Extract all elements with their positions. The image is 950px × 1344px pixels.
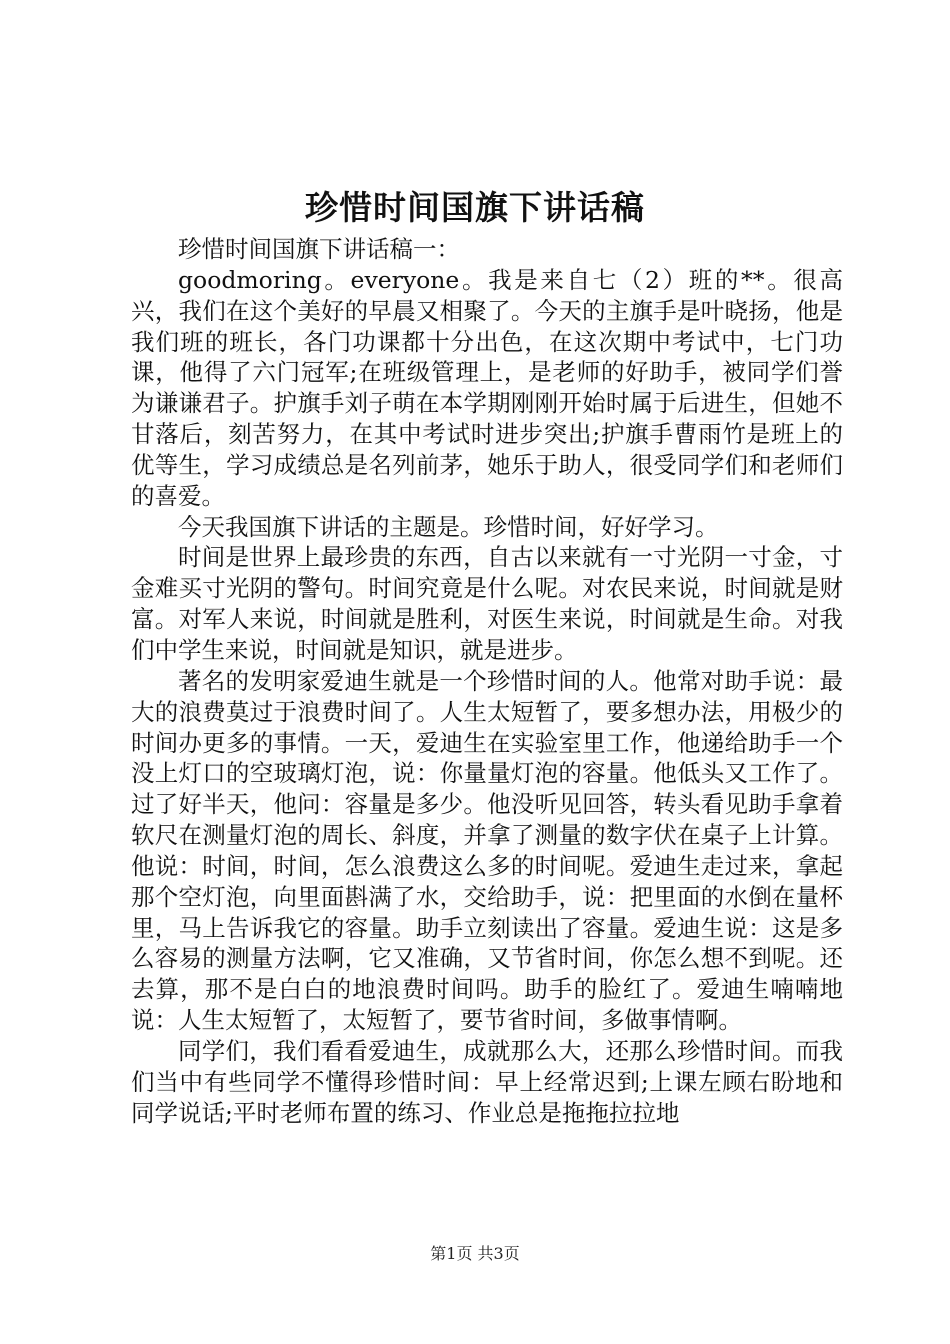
document-body [131, 234, 843, 1128]
paragraph: 今天我国旗下讲话的主题是。珍惜时间，好好学习。 [178, 512, 719, 541]
paragraph: goodmoring。everyone。我是来自七（2）班的**。很高兴，我们在这个美好的早晨又相聚了。今天的主旗手是叶晓扬，他是我们班的班长，各门功课都十分出色，在这次期中考试中，七门功课，他得了六门冠军;在班级管理上，是老师的好助手，被同学们誉为谦谦君子。护旗手刘子萌在本学期刚刚开始时属于后进生，但她不甘落后，刻苦努力，在其中考试时进步突出;护旗手曹雨竹是班上的优等生，学习成绩总是名列前茅，她乐于助人，很受同学们和老师们的喜爱。 [131, 265, 843, 510]
paragraph: 著名的发明家爱迪生就是一个珍惜时间的人。他常对助手说：最大的浪费莫过于浪费时间了。人生太短暂了，要多想办法，用极少的时间办更多的事情。一天，爱迪生在实验室里工作，他递给助手一个没上灯口的空玻璃灯泡，说：你量量灯泡的容量。他低头又工作了。过了好半天，他问：容量是多少。他没听见回答，转头看见助手拿着软尺在测量灯泡的周长、斜度，并拿了测量的数字伏在桌子上计算。他说：时间，时间，怎么浪费这么多的时间呢。爱迪生走过来，拿起那个空灯泡，向里面斟满了水，交给助手，说：把里面的水倒在量杯里，马上告诉我它的容量。助手立刻读出了容量。爱迪生说：这是多么容易的测量方法啊，它又准确，又节省时间，你怎么想不到呢。还去算，那不是白白的地浪费时间吗。助手的脸红了。爱迪生喃喃地说：人生太短暂了，太短暂了，要节省时间，多做事情啊。 [131, 666, 843, 1035]
page-number-footer: 第1页 共3页 [430, 1244, 520, 1263]
paragraph: 时间是世界上最珍贵的东西，自古以来就有一寸光阴一寸金，寸金难买寸光阴的警句。时间究竟是什么呢。对农民来说，时间就是财富。对军人来说，时间就是胜利，对医生来说，时间就是生命。对我们中学生来说，时间就是知识，就是进步。 [131, 543, 843, 664]
document-title: 珍惜时间国旗下讲话稿 [305, 188, 645, 227]
paragraph: 珍惜时间国旗下讲话稿一： [178, 235, 460, 263]
paragraph: 同学们，我们看看爱迪生，成就那么大，还那么珍惜时间。而我们当中有些同学不懂得珍惜时间：早上经常迟到;上课左顾右盼地和同学说话;平时老师布置的练习、作业总是拖拖拉拉地 [131, 1036, 843, 1127]
